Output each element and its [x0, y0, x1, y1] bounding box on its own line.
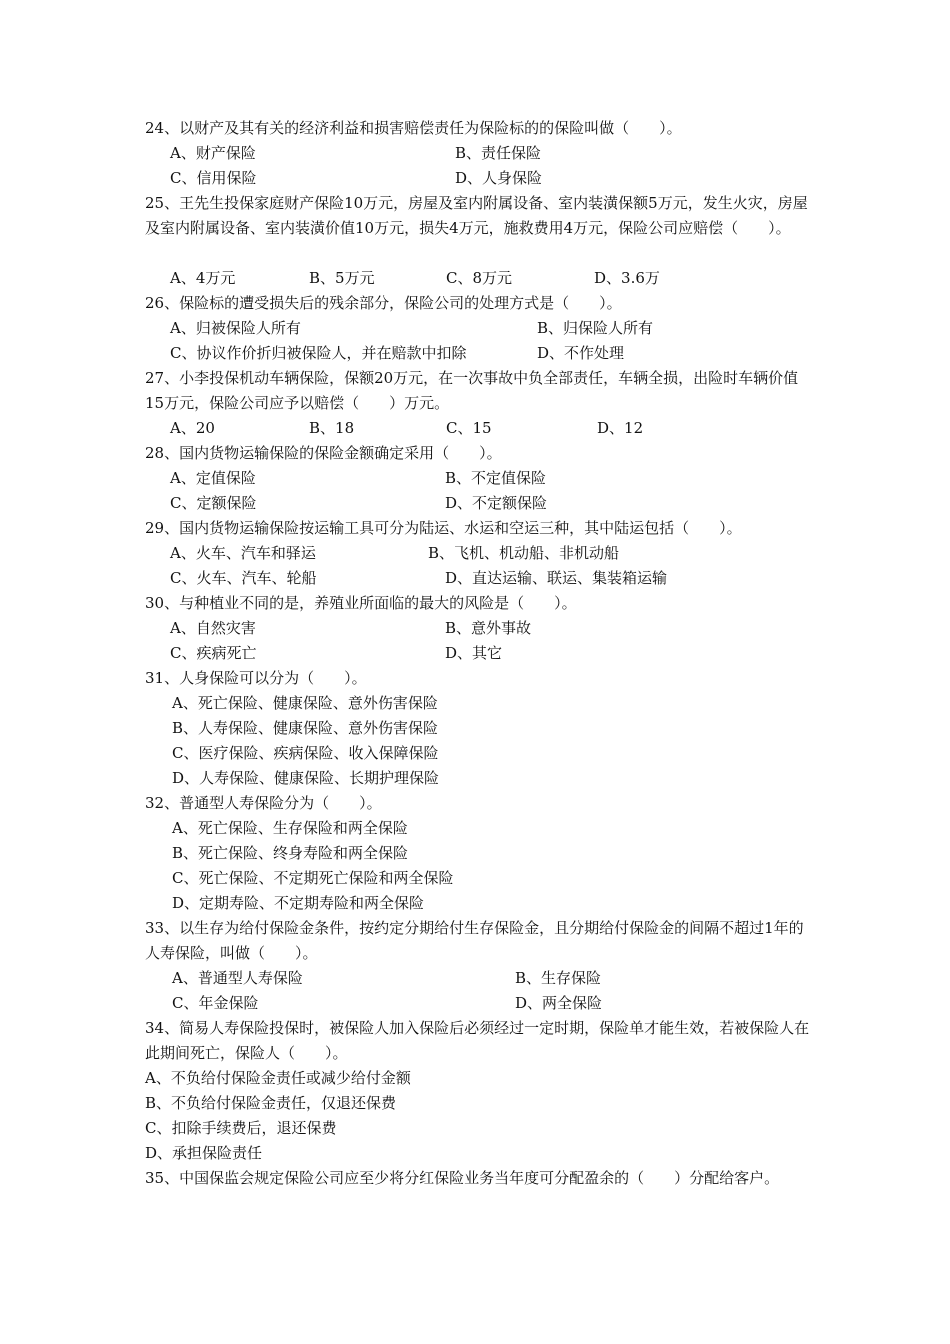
question-33: 33、以生存为给付保险金条件，按约定分期给付生存保险金，且分期给付保险金的间隔不超过1年的人寿保险，叫做（ ）。 — [145, 919, 804, 962]
question-29: 29、国内货物运输保险按运输工具可分为陆运、水运和空运三种，其中陆运包括（ ）。 — [145, 519, 742, 537]
option-27-c: C、15 — [446, 419, 492, 437]
option-30-c: C、疾病死亡 — [170, 644, 257, 662]
option-27-b: B、18 — [309, 419, 355, 437]
question-30: 30、与种植业不同的是，养殖业所面临的最大的风险是（ ）。 — [145, 594, 577, 612]
question-25: 25、王先生投保家庭财产保险10万元，房屋及室内附属设备、室内装潢保额5万元，发生火灾，房屋及室内附属设备、室内装潢价值10万元，损失4万元，施救费用4万元，保险公司应赔偿（ ）。 — [145, 194, 808, 237]
option-24-a: A、财产保险 — [170, 144, 256, 162]
option-28-c: C、定额保险 — [170, 494, 257, 512]
option-34-a: A、不负给付保险金责任或减少给付金额 — [145, 1069, 411, 1087]
option-31-b: B、人寿保险、健康保险、意外伤害保险 — [172, 719, 439, 737]
option-30-b: B、意外事故 — [445, 619, 532, 637]
option-32-a: A、死亡保险、生存保险和两全保险 — [172, 819, 408, 837]
option-29-b: B、飞机、机动船、非机动船 — [428, 544, 620, 562]
option-31-c: C、医疗保险、疾病保险、收入保障保险 — [172, 744, 439, 762]
question-24: 24、以财产及其有关的经济利益和损害赔偿责任为保险标的的保险叫做（ ）。 — [145, 119, 682, 137]
option-25-b: B、5万元 — [309, 269, 375, 287]
option-25-a: A、4万元 — [170, 269, 236, 287]
option-29-a: A、火车、汽车和驿运 — [170, 544, 316, 562]
option-24-d: D、人身保险 — [455, 169, 543, 187]
option-31-a: A、死亡保险、健康保险、意外伤害保险 — [172, 694, 438, 712]
option-33-b: B、生存保险 — [515, 969, 602, 987]
option-28-b: B、不定值保险 — [445, 469, 547, 487]
question-31: 31、人身保险可以分为（ ）。 — [145, 669, 367, 687]
question-26: 26、保险标的遭受损失后的残余部分，保险公司的处理方式是（ ）。 — [145, 294, 622, 312]
option-29-d: D、直达运输、联运、集装箱运输 — [445, 569, 668, 587]
question-28: 28、国内货物运输保险的保险金额确定采用（ ）。 — [145, 444, 502, 462]
option-32-d: D、定期寿险、不定期寿险和两全保险 — [172, 894, 425, 912]
option-30-a: A、自然灾害 — [170, 619, 256, 637]
option-34-b: B、不负给付保险金责任，仅退还保费 — [145, 1094, 397, 1112]
option-31-d: D、人寿保险、健康保险、长期护理保险 — [172, 769, 440, 787]
option-29-c: C、火车、汽车、轮船 — [170, 569, 317, 587]
option-25-c: C、8万元 — [446, 269, 513, 287]
option-33-c: C、年金保险 — [172, 994, 259, 1012]
option-26-a: A、归被保险人所有 — [170, 319, 301, 337]
option-33-a: A、普通型人寿保险 — [172, 969, 303, 987]
option-26-c: C、协议作价折归被保险人，并在赔款中扣除 — [170, 344, 467, 362]
question-35: 35、中国保监会规定保险公司应至少将分红保险业务当年度可分配盈余的（ ）分配给客户。 — [145, 1169, 780, 1187]
option-24-b: B、责任保险 — [455, 144, 542, 162]
option-33-d: D、两全保险 — [515, 994, 603, 1012]
question-27: 27、小李投保机动车辆保险，保额20万元，在一次事故中负全部责任，车辆全损，出险时车辆价值15万元，保险公司应予以赔偿（ ）万元。 — [145, 369, 799, 412]
option-26-d: D、不作处理 — [537, 344, 625, 362]
option-28-a: A、定值保险 — [170, 469, 256, 487]
option-34-d: D、承担保险责任 — [145, 1144, 263, 1162]
option-28-d: D、不定额保险 — [445, 494, 548, 512]
option-27-d: D、12 — [597, 419, 644, 437]
option-32-b: B、死亡保险、终身寿险和两全保险 — [172, 844, 409, 862]
option-34-c: C、扣除手续费后，退还保费 — [145, 1119, 337, 1137]
question-34: 34、简易人寿保险投保时，被保险人加入保险后必须经过一定时期，保险单才能生效，若被保险人在此期间死亡，保险人（ ）。 — [145, 1019, 810, 1062]
option-25-d: D、3.6万 — [594, 269, 660, 287]
option-26-b: B、归保险人所有 — [537, 319, 654, 337]
question-32: 32、普通型人寿保险分为（ ）。 — [145, 794, 382, 812]
option-30-d: D、其它 — [445, 644, 503, 662]
option-27-a: A、20 — [170, 419, 215, 437]
option-32-c: C、死亡保险、不定期死亡保险和两全保险 — [172, 869, 454, 887]
option-24-c: C、信用保险 — [170, 169, 257, 187]
